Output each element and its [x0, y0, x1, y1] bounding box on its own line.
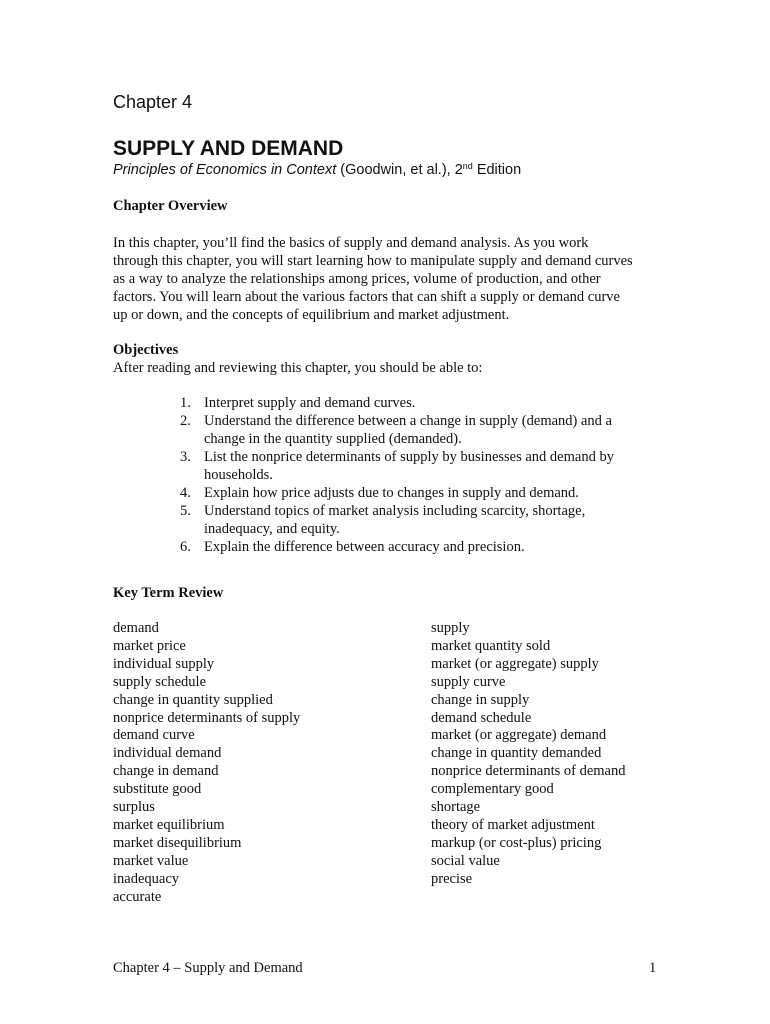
key-term: substitute good [113, 781, 202, 798]
objective-number: 5. [180, 503, 191, 519]
chapter-title: SUPPLY AND DEMAND [113, 137, 344, 160]
key-terms-left-column [113, 620, 300, 907]
key-term: individual supply [113, 655, 215, 672]
key-term: market (or aggregate) demand [431, 727, 607, 744]
key-term: surplus [113, 799, 155, 816]
objective-line: List the nonprice determinants of supply by businesses and demand by [204, 449, 614, 465]
objective-item [180, 502, 640, 538]
key-term: complementary good [431, 781, 554, 798]
objective-text [204, 448, 640, 484]
key-term: supply schedule [113, 673, 207, 690]
key-term: supply [431, 620, 470, 636]
objective-item [180, 448, 640, 484]
key-terms-right-column [431, 620, 625, 889]
objective-line: Understand the difference between a change in supply (demand) and a [204, 413, 612, 429]
objective-text [204, 502, 640, 538]
key-term: demand schedule [431, 709, 532, 726]
key-term: shortage [431, 799, 481, 816]
objective-line: Interpret supply and demand curves. [204, 395, 416, 411]
key-term: market price [113, 637, 186, 654]
key-term: demand [113, 620, 159, 636]
key-term: supply curve [431, 673, 506, 690]
key-term: theory of market adjustment [431, 816, 595, 833]
objectives-list [180, 394, 640, 556]
key-term: accurate [113, 888, 162, 905]
key-term: change in demand [113, 763, 219, 780]
edition-word: Edition [472, 162, 522, 178]
key-term: change in supply [431, 691, 530, 708]
objective-number: 6. [180, 539, 191, 555]
overview-heading: Chapter Overview [113, 198, 228, 214]
book-title: Principles of Economics in Context [113, 162, 337, 178]
key-term: individual demand [113, 745, 222, 762]
objective-text [204, 484, 640, 502]
key-terms-heading: Key Term Review [113, 585, 224, 601]
key-term: nonprice determinants of supply [113, 709, 301, 726]
chapter-label: Chapter 4 [113, 92, 193, 112]
objective-item [180, 538, 640, 556]
key-term: market (or aggregate) supply [431, 655, 599, 672]
objective-line: Explain the difference between accuracy and precision. [204, 539, 525, 555]
objectives-intro: After reading and reviewing this chapter, you should be able to: [113, 360, 483, 376]
objective-line: Understand topics of market analysis including scarcity, shortage, [204, 503, 586, 519]
overview-line: through this chapter, you will start learning how to manipulate supply and demand curves [113, 253, 633, 269]
objectives-heading: Objectives [113, 342, 179, 358]
objective-number: 1. [180, 395, 191, 411]
objective-text [204, 538, 640, 556]
overview-paragraph [113, 234, 633, 324]
key-term: precise [431, 870, 473, 887]
footer-chapter-label: Chapter 4 – Supply and Demand [113, 960, 303, 976]
objective-number: 3. [180, 449, 191, 465]
objective-number: 2. [180, 413, 191, 429]
key-term: nonprice determinants of demand [431, 763, 626, 780]
key-term: market quantity sold [431, 637, 551, 654]
key-term: demand curve [113, 727, 195, 744]
objective-item [180, 412, 640, 448]
key-term: markup (or cost-plus) pricing [431, 834, 602, 851]
key-term: market disequilibrium [113, 834, 242, 851]
objective-line: Explain how price adjusts due to changes in supply and demand. [204, 485, 579, 501]
objective-text [204, 412, 640, 448]
objective-number: 4. [180, 485, 191, 501]
book-authors: (Goodwin, et al.), 2 [336, 162, 463, 178]
key-term: social value [431, 852, 500, 869]
objective-line: inadequacy, and equity. [204, 521, 340, 537]
key-term: change in quantity demanded [431, 745, 602, 762]
key-term: change in quantity supplied [113, 691, 273, 708]
objective-line: households. [204, 467, 273, 483]
objective-item [180, 394, 640, 412]
key-term: market value [113, 852, 189, 869]
key-term: inadequacy [113, 870, 180, 887]
overview-line: as a way to analyze the relationships among prices, volume of production, and other [113, 271, 601, 287]
key-term: market equilibrium [113, 816, 225, 833]
page-number: 1 [649, 960, 657, 976]
overview-line: up or down, and the concepts of equilibrium and market adjustment. [113, 307, 510, 323]
objective-text [204, 394, 640, 412]
edition-superscript: nd [462, 161, 473, 171]
objective-line: change in the quantity supplied (demanded). [204, 431, 462, 447]
overview-line: In this chapter, you’ll find the basics of supply and demand analysis. As you work [113, 235, 589, 251]
overview-line: factors. You will learn about the various factors that can shift a supply or demand curve [113, 289, 620, 305]
book-subtitle [113, 162, 521, 178]
objective-item [180, 484, 640, 502]
